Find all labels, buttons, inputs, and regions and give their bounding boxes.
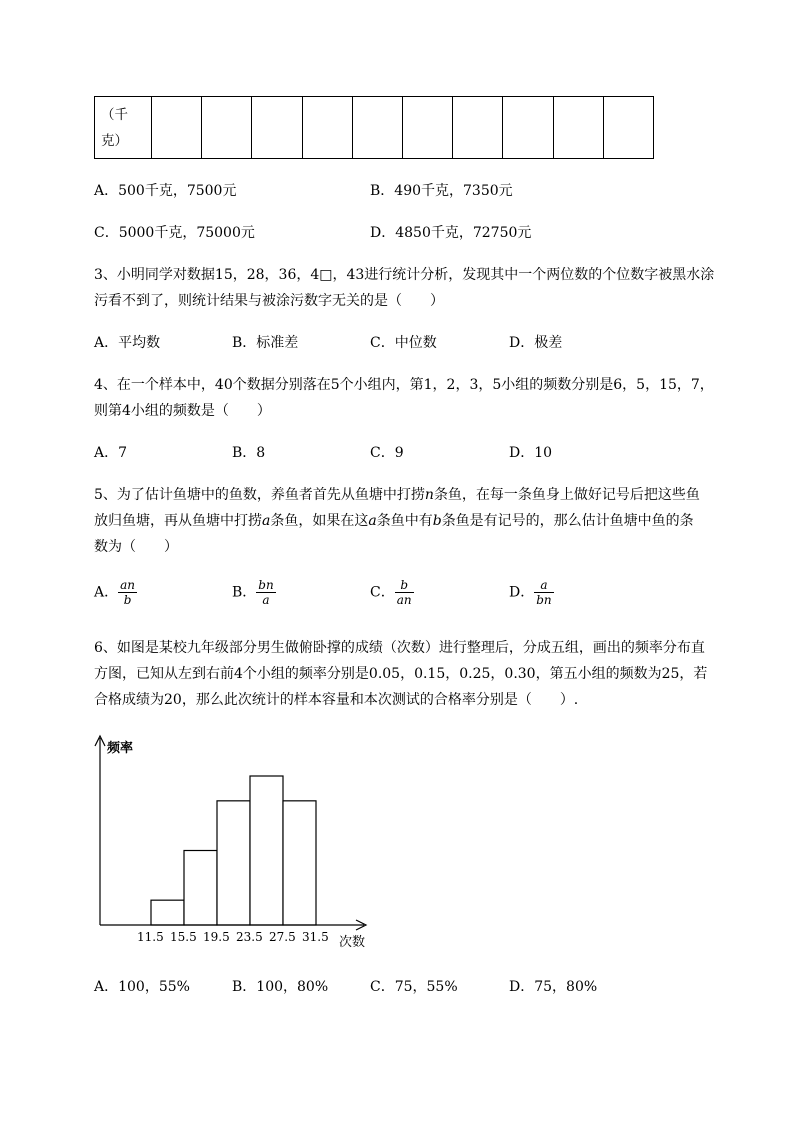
q2-option-d: D．4850千克，72750元: [370, 225, 532, 241]
x-tick-label: 27.5: [269, 930, 296, 944]
denominator: an: [396, 593, 412, 607]
var-a: a: [368, 513, 377, 529]
q4-option-a: A．7: [94, 445, 128, 461]
q5-text: 条鱼中有: [376, 513, 433, 529]
histogram-bar: [151, 900, 184, 925]
q3-option-b: B．标准差: [232, 335, 299, 351]
q5-stem-line3: 数为（ ）: [94, 539, 178, 555]
histogram-bar: [250, 776, 283, 925]
option-label: D．: [509, 584, 535, 601]
q2-option-b: B．490千克，7350元: [370, 183, 513, 199]
q2-option-c: C．5000千克，75000元: [94, 225, 255, 241]
numerator: bn: [258, 578, 274, 592]
denominator: bn: [536, 593, 552, 607]
q4-option-c: C．9: [370, 445, 404, 461]
q4-option-d: D．10: [509, 445, 553, 461]
q5-text: 放归鱼塘，再从鱼塘中打捞: [94, 513, 262, 529]
option-label: B．: [232, 584, 257, 601]
q5-text: 条鱼是有记号的，那么估计鱼塘中鱼的条: [441, 513, 694, 529]
histogram-bar: [217, 801, 250, 925]
q6-option-a: A．100，55%: [94, 979, 190, 995]
denominator: b: [123, 593, 132, 607]
histogram-bar: [184, 851, 217, 926]
q4-stem-line1: 4、在一个样本中，40个数据分别落在5个小组内，第1，2，3，5小组的频数分别是6，5，15，7，: [94, 377, 714, 393]
header-line-2: 克）: [101, 132, 128, 149]
q3-stem-line1: 3、小明同学对数据15，28，36，4□，43进行统计分析，发现其中一个两位数的个位数字被黑水涂: [94, 267, 715, 283]
header-line-1: （千: [101, 106, 128, 123]
x-tick-label: 19.5: [203, 930, 230, 944]
numerator: b: [395, 578, 414, 593]
x-tick-label: 11.5: [137, 930, 164, 944]
q3-option-c: C．中位数: [370, 335, 437, 351]
x-tick-label: 15.5: [170, 930, 197, 944]
var-b: b: [432, 513, 442, 529]
x-axis-label: 次数: [339, 935, 366, 950]
var-n: n: [424, 487, 434, 503]
q5-text: 5、为了估计鱼塘中的鱼数，养鱼者首先从鱼塘中打捞: [94, 487, 425, 503]
x-tick-label: 23.5: [236, 930, 263, 944]
q3-option-a: A．平均数: [94, 335, 161, 351]
q5-text: 条鱼，如果在这: [270, 513, 369, 529]
q6-option-c: C．75，55%: [370, 979, 458, 995]
numerator: a: [534, 578, 553, 593]
q2-option-a: A．500千克，7500元: [94, 183, 237, 199]
q3-stem-line2: 污看不到了，则统计结果与被涂污数字无关的是（ ）: [94, 293, 444, 309]
y-axis-label: 频率: [107, 741, 134, 756]
q6-stem-line2: 方图，已知从左到右前4个小组的频率分别是0.05，0.15，0.25，0.30，第五小组的频数为25，若: [94, 666, 708, 682]
q6-option-d: D．75，80%: [509, 979, 598, 995]
histogram-bar: [283, 801, 316, 925]
q6-stem-line1: 6、如图是某校九年级部分男生做俯卧撑的成绩（次数）进行整理后，分成五组，画出的频率分布直: [94, 640, 705, 656]
q6-stem-line3: 合格成绩为20，那么此次统计的样本容量和本次测试的合格率分别是（ ）.: [94, 692, 579, 708]
x-tick-label: 31.5: [302, 930, 329, 944]
q4-stem-line2: 则第4小组的频数是（ ）: [94, 403, 271, 419]
q5-text: 条鱼，在每一条鱼身上做好记号后把这些鱼: [433, 487, 700, 503]
q3-option-d: D．极差: [509, 335, 563, 351]
numerator: an: [120, 578, 136, 592]
option-label: A．: [94, 584, 119, 601]
var-a: a: [262, 513, 271, 529]
denominator: a: [262, 593, 270, 607]
option-label: C．: [370, 584, 395, 601]
q4-option-b: B．8: [232, 445, 266, 461]
q6-option-b: B．100，80%: [232, 979, 329, 995]
